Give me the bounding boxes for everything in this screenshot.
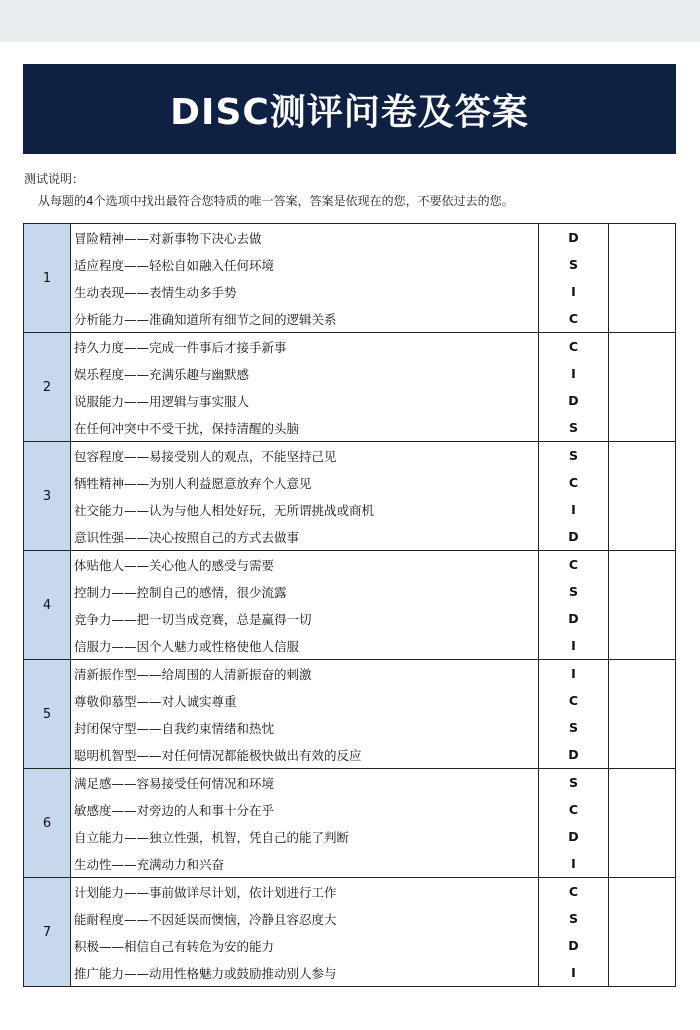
question-option-row	[24, 469, 676, 496]
score-cell[interactable]	[609, 360, 676, 387]
question-option-row	[24, 523, 676, 551]
option-text: 在任何冲突中不受干扰，保持清醒的头脑	[71, 414, 539, 442]
option-answer: C	[539, 551, 609, 579]
score-cell[interactable]	[609, 769, 676, 797]
option-text: 清新振作型——给周围的人清新振奋的刺激	[71, 660, 539, 688]
option-text: 分析能力——准确知道所有细节之间的逻辑关系	[71, 305, 539, 333]
question-number: 4	[24, 551, 71, 660]
question-option-row	[24, 741, 676, 769]
score-cell[interactable]	[609, 251, 676, 278]
page-title: DISC测评问卷及答案	[170, 91, 529, 133]
question-option-row	[24, 387, 676, 414]
question-option-row	[24, 796, 676, 823]
option-answer: D	[539, 224, 609, 252]
option-answer: I	[539, 660, 609, 688]
question-option-row	[24, 632, 676, 660]
option-text: 聪明机智型——对任何情况都能极快做出有效的反应	[71, 741, 539, 769]
question-option-row	[24, 414, 676, 442]
score-cell[interactable]	[609, 687, 676, 714]
option-answer: I	[539, 959, 609, 987]
score-cell[interactable]	[609, 387, 676, 414]
question-option-row	[24, 769, 676, 797]
score-cell[interactable]	[609, 523, 676, 551]
option-answer: S	[539, 905, 609, 932]
score-cell[interactable]	[609, 660, 676, 688]
question-number: 3	[24, 442, 71, 551]
score-cell[interactable]	[609, 714, 676, 741]
score-cell[interactable]	[609, 278, 676, 305]
option-text: 能耐程度——不因延误而懊恼，冷静且容忍度大	[71, 905, 539, 932]
question-option-row	[24, 878, 676, 906]
option-answer: S	[539, 251, 609, 278]
score-cell[interactable]	[609, 551, 676, 579]
option-text: 自立能力——独立性强，机智，凭自己的能了判断	[71, 823, 539, 850]
option-answer: I	[539, 496, 609, 523]
question-option-row	[24, 333, 676, 361]
top-strip	[0, 0, 700, 42]
question-option-row	[24, 496, 676, 523]
option-text: 满足感——容易接受任何情况和环境	[71, 769, 539, 797]
question-number: 1	[24, 224, 71, 333]
instructions-text: 从每题的4个选项中找出最符合您特质的唯一答案，答案是依现在的您，不要依过去的您。	[38, 194, 514, 208]
score-cell[interactable]	[609, 605, 676, 632]
question-option-row	[24, 687, 676, 714]
question-option-row	[24, 605, 676, 632]
question-option-row	[24, 932, 676, 959]
score-cell[interactable]	[609, 823, 676, 850]
option-answer: C	[539, 796, 609, 823]
option-text: 生动性——充满动力和兴奋	[71, 850, 539, 878]
option-answer: D	[539, 523, 609, 551]
score-cell[interactable]	[609, 333, 676, 361]
score-cell[interactable]	[609, 632, 676, 660]
question-option-row	[24, 360, 676, 387]
question-option-row	[24, 551, 676, 579]
option-answer: C	[539, 469, 609, 496]
score-cell[interactable]	[609, 442, 676, 470]
option-answer: I	[539, 278, 609, 305]
option-text: 牺牲精神——为别人利益愿意放弃个人意见	[71, 469, 539, 496]
option-text: 尊敬仰慕型——对人诚实尊重	[71, 687, 539, 714]
option-answer: D	[539, 741, 609, 769]
option-answer: S	[539, 769, 609, 797]
score-cell[interactable]	[609, 959, 676, 987]
option-answer: C	[539, 333, 609, 361]
option-answer: C	[539, 687, 609, 714]
option-answer: S	[539, 414, 609, 442]
question-number: 7	[24, 878, 71, 987]
question-option-row	[24, 905, 676, 932]
option-answer: S	[539, 714, 609, 741]
option-answer: D	[539, 932, 609, 959]
option-answer: D	[539, 387, 609, 414]
score-cell[interactable]	[609, 905, 676, 932]
option-text: 竞争力——把一切当成竞赛，总是赢得一切	[71, 605, 539, 632]
option-text: 意识性强——决心按照自己的方式去做事	[71, 523, 539, 551]
option-text: 封闭保守型——自我约束情绪和热忱	[71, 714, 539, 741]
option-answer: C	[539, 305, 609, 333]
option-answer: I	[539, 850, 609, 878]
option-text: 娱乐程度——充满乐趣与幽默感	[71, 360, 539, 387]
option-text: 适应程度——轻松自如融入任何环境	[71, 251, 539, 278]
option-answer: S	[539, 578, 609, 605]
option-text: 持久力度——完成一件事后才接手新事	[71, 333, 539, 361]
option-text: 体贴他人——关心他人的感受与需要	[71, 551, 539, 579]
question-option-row	[24, 823, 676, 850]
question-option-row	[24, 578, 676, 605]
option-answer: S	[539, 442, 609, 470]
question-option-row	[24, 442, 676, 470]
score-cell[interactable]	[609, 414, 676, 442]
question-option-row	[24, 959, 676, 987]
quiz-table	[23, 223, 676, 987]
option-text: 控制力——控制自己的感情，很少流露	[71, 578, 539, 605]
question-number: 5	[24, 660, 71, 769]
option-text: 包容程度——易接受别人的观点，不能坚持己见	[71, 442, 539, 470]
question-option-row	[24, 278, 676, 305]
score-cell[interactable]	[609, 305, 676, 333]
option-text: 积极——相信自己有转危为安的能力	[71, 932, 539, 959]
question-option-row	[24, 714, 676, 741]
score-cell[interactable]	[609, 932, 676, 959]
option-text: 说服能力——用逻辑与事实服人	[71, 387, 539, 414]
score-cell[interactable]	[609, 741, 676, 769]
score-cell[interactable]	[609, 578, 676, 605]
option-text: 社交能力——认为与他人相处好玩，无所谓挑战或商机	[71, 496, 539, 523]
question-option-row	[24, 251, 676, 278]
option-text: 生动表现——表情生动多手势	[71, 278, 539, 305]
option-text: 推广能力——动用性格魅力或鼓励推动别人参与	[71, 959, 539, 987]
option-answer: D	[539, 823, 609, 850]
option-answer: I	[539, 632, 609, 660]
question-number: 2	[24, 333, 71, 442]
question-option-row	[24, 224, 676, 252]
option-text: 敏感度——对旁边的人和事十分在乎	[71, 796, 539, 823]
option-text: 信服力——因个人魅力或性格使他人信服	[71, 632, 539, 660]
question-option-row	[24, 850, 676, 878]
option-text: 冒险精神——对新事物下决心去做	[71, 224, 539, 252]
instructions-label: 测试说明：	[24, 172, 85, 186]
score-cell[interactable]	[609, 224, 676, 252]
score-cell[interactable]	[609, 469, 676, 496]
score-cell[interactable]	[609, 796, 676, 823]
question-number: 6	[24, 769, 71, 878]
question-option-row	[24, 660, 676, 688]
title-banner	[23, 64, 676, 154]
score-cell[interactable]	[609, 850, 676, 878]
score-cell[interactable]	[609, 878, 676, 906]
option-answer: D	[539, 605, 609, 632]
option-answer: C	[539, 878, 609, 906]
question-option-row	[24, 305, 676, 333]
option-answer: I	[539, 360, 609, 387]
option-text: 计划能力——事前做详尽计划，依计划进行工作	[71, 878, 539, 906]
score-cell[interactable]	[609, 496, 676, 523]
